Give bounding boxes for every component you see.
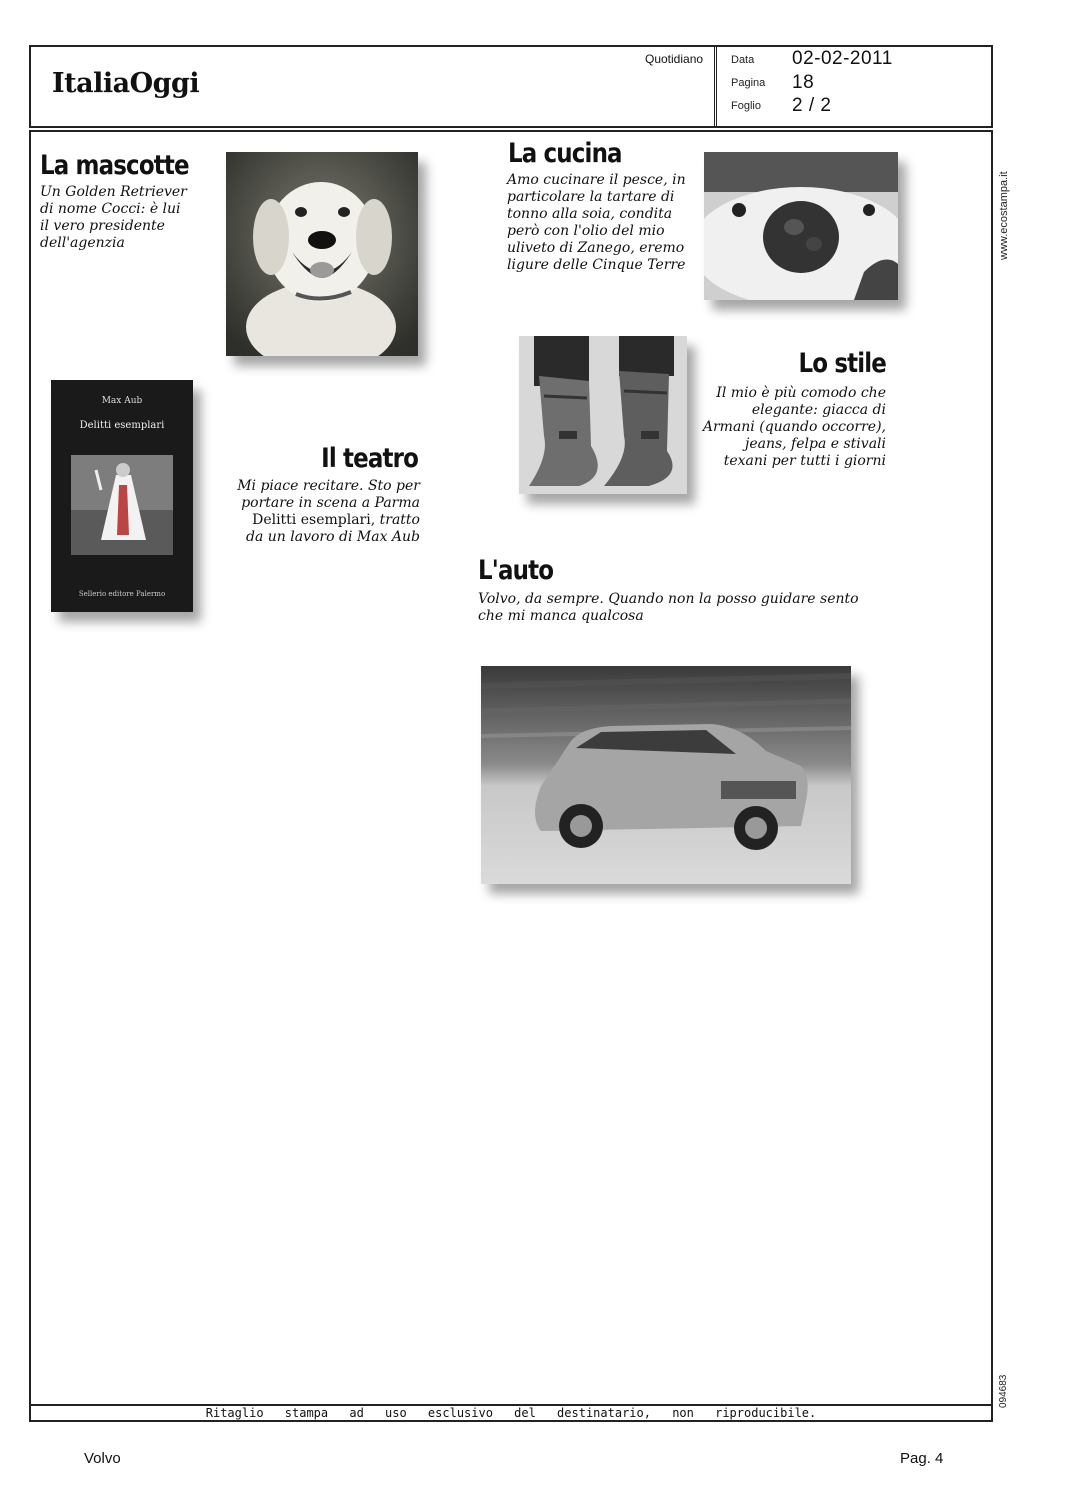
clipping-notice: Ritaglio stampa ad uso esclusivo del destinatario, non riproducibile. bbox=[205, 1406, 817, 1420]
header-separator bbox=[714, 45, 717, 128]
bottom-page: Pag. 4 bbox=[900, 1450, 944, 1467]
masthead-logo: ItaliaOggi bbox=[52, 68, 200, 99]
stile-caption: Il mio è più comodo che elegante: giacca di Armani (quando occorre), jeans, felpa e stivali texani per tutti i giorni bbox=[702, 385, 886, 469]
book-publisher: Sellerio editore Palermo bbox=[78, 590, 166, 598]
foglio-label: Foglio bbox=[731, 100, 761, 112]
auto-caption: Volvo, da sempre. Quando non la posso guidare sento che mi manca qualcosa bbox=[478, 591, 859, 624]
data-value: 02-02-2011 bbox=[792, 48, 893, 69]
auto-heading: L'auto bbox=[478, 555, 554, 586]
teatro-caption bbox=[236, 478, 420, 546]
foglio-value: 2 / 2 bbox=[792, 95, 832, 116]
car-photo bbox=[481, 666, 851, 884]
mascotte-heading: La mascotte bbox=[40, 150, 189, 181]
bottom-client: Volvo bbox=[84, 1450, 121, 1467]
book-cover bbox=[51, 380, 193, 612]
teatro-text-b: Delitti esemplari, bbox=[252, 512, 376, 528]
teatro-text-c: tratto da un lavoro di Max Aub bbox=[246, 512, 420, 545]
publication-type: Quotidiano bbox=[645, 52, 704, 66]
teatro-text-a: Mi piace recitare. Sto per portare in scena a Parma bbox=[237, 478, 420, 511]
data-label: Data bbox=[731, 54, 755, 66]
pagina-value: 18 bbox=[792, 72, 815, 93]
side-url: www.ecostampa.it bbox=[998, 171, 1010, 260]
cucina-heading: La cucina bbox=[508, 138, 622, 169]
stile-heading: Lo stile bbox=[798, 348, 886, 379]
tartare-photo bbox=[704, 152, 898, 300]
cucina-caption: Amo cucinare il pesce, in particolare la tartare di tonno alla soia, condita però con l'olio del mio uliveto di Zanego, eremo ligure delle Cinque Terre bbox=[507, 172, 686, 273]
book-author: Max Aub bbox=[101, 396, 143, 406]
teatro-heading: Il teatro bbox=[321, 443, 418, 474]
book-title: Delitti esemplari bbox=[79, 420, 165, 431]
pagina-label: Pagina bbox=[731, 77, 766, 89]
mascotte-caption: Un Golden Retriever di nome Cocci: è lui il vero presidente dell'agenzia bbox=[40, 184, 187, 251]
book-illustration bbox=[71, 455, 173, 555]
side-code: 094683 bbox=[998, 1374, 1009, 1408]
boots-photo bbox=[519, 336, 687, 494]
dog-photo bbox=[226, 152, 418, 356]
